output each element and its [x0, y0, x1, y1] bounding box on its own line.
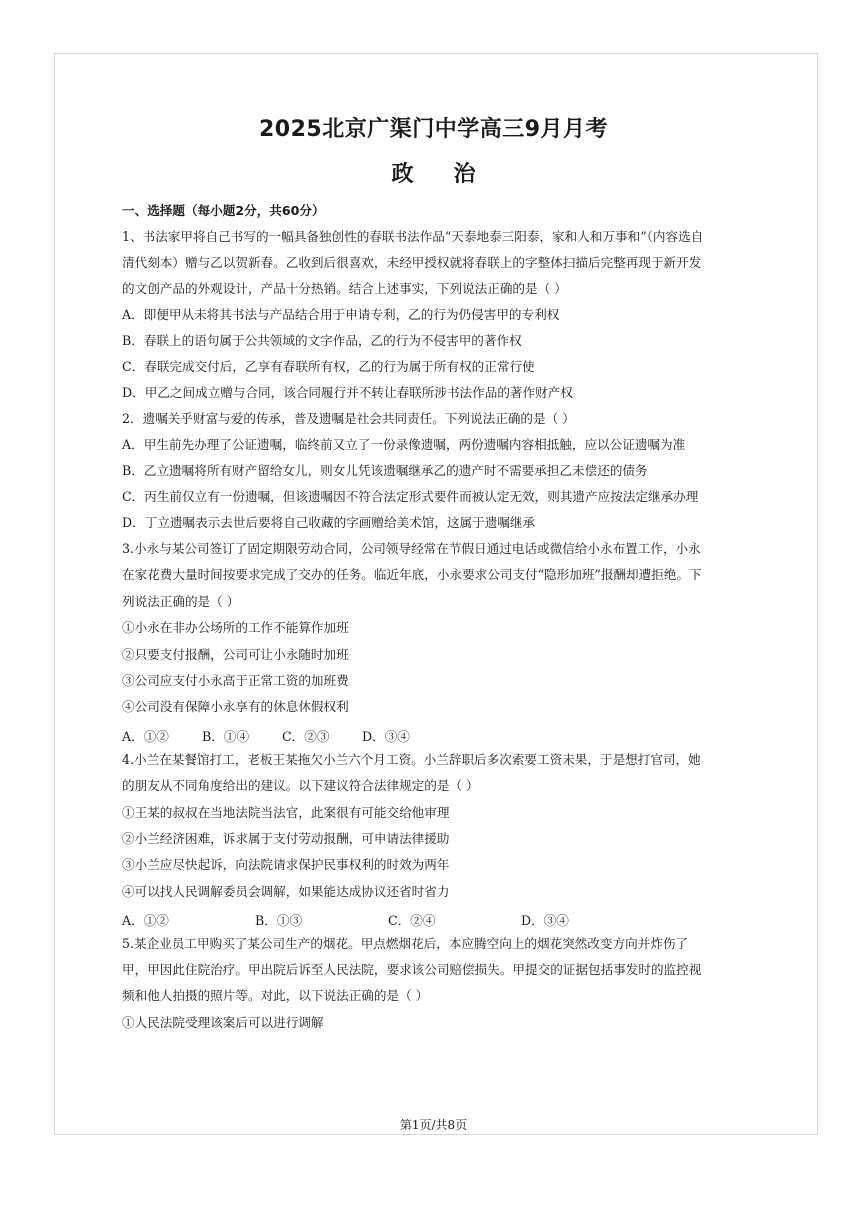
text-line: ①小永在非办公场所的工作不能算作加班: [122, 620, 349, 635]
q4-options: [122, 910, 654, 929]
option-d: D．③④: [521, 913, 569, 928]
text-line: ②只要支付报酬，公司可让小永随时加班: [122, 647, 349, 662]
text-line: 1、书法家甲将自己书写的一幅具备独创性的春联书法作品“天泰地泰三阳泰，家和人和万事和”（内容选自: [122, 229, 704, 244]
option-d: D．③④: [362, 729, 410, 744]
text-line: 频和他人拍摄的照片等。对此，以下说法正确的是（ ）: [122, 988, 429, 1003]
text-line: D．丁立遗嘱表示去世后要将自己收藏的字画赠给美术馆，这属于遗嘱继承: [122, 515, 536, 530]
section-heading: 一、选择题（每小题2分，共60分）: [122, 203, 325, 218]
text-line: 3.小永与某公司签订了固定期限劳动合同，公司领导经常在节假日通过电话或微信给小永布置工作，小永: [122, 541, 701, 556]
text-line: D．甲乙之间成立赠与合同，该合同履行并不转让春联所涉书法作品的著作财产权: [122, 385, 573, 400]
text-line: 4.小兰在某餐馆打工，老板王某拖欠小兰六个月工资。小兰辞职后多次索要工资未果，于是想打官司，她: [122, 752, 701, 767]
text-line: A．即便甲从未将其书法与产品结合用于申请专利，乙的行为仍侵害甲的专利权: [122, 307, 560, 322]
option-c: C．②④: [388, 913, 436, 928]
text-line: ③小兰应尽快起诉，向法院请求保护民事权利的时效为两年: [122, 857, 450, 872]
page-number: 第1页/共8页: [399, 1118, 468, 1132]
subject-heading: 政治: [391, 162, 516, 187]
text-line: ④公司没有保障小永享有的休息休假权利: [122, 699, 349, 714]
text-line: 的朋友从不同角度给出的建议。以下建议符合法律规定的是（ ）: [122, 778, 479, 793]
text-line: C．春联完成交付后，乙享有春联所有权，乙的行为属于所有权的正常行使: [122, 359, 535, 374]
text-line: 2．遗嘱关乎财富与爱的传承，普及遗嘱是社会共同责任。下列说法正确的是（ ）: [122, 411, 575, 426]
text-line: 5.某企业员工甲购买了某公司生产的烟花。甲点燃烟花后，本应腾空向上的烟花突然改变方向并炸伤了: [122, 936, 689, 951]
option-b: B．①③: [255, 913, 303, 928]
page-title: 2025北京广渠门中学高三9月月考: [258, 117, 609, 142]
text-line: 清代刻本）赠与乙以贺新春。乙收到后很喜欢，未经甲授权就将春联上的字整体扫描后完整再现于新开发: [122, 255, 702, 270]
text-line: 在家花费大量时间按要求完成了交办的任务。临近年底，小永要求公司支付“隐形加班”报酬却遭拒绝。下: [122, 567, 702, 582]
text-line: B．春联上的语句属于公共领域的文字作品，乙的行为不侵害甲的著作权: [122, 333, 522, 348]
text-line: 甲，甲因此住院治疗。甲出院后诉至人民法院，要求该公司赔偿损失。甲提交的证据包括事发时的监控视: [122, 962, 702, 977]
text-line: ①人民法院受理该案后可以进行调解: [122, 1015, 324, 1030]
text-line: ③公司应支付小永高于正常工资的加班费: [122, 673, 349, 688]
option-a: A．①②: [122, 913, 169, 928]
text-line: ④可以找人民调解委员会调解，如果能达成协议还省时省力: [122, 884, 450, 899]
text-line: 的文创产品的外观设计，产品十分热销。结合上述事实，下列说法正确的是（ ）: [122, 281, 567, 296]
option-a: A．①②: [122, 729, 169, 744]
text-line: C．丙生前仅立有一份遗嘱，但该遗嘱因不符合法定形式要件而被认定无效，则其遗产应按法定继承办理: [122, 489, 699, 504]
q3-options: [122, 726, 442, 745]
text-line: A．甲生前先办理了公证遗嘱，临终前又立了一份录像遗嘱，两份遗嘱内容相抵触，应以公证遗嘱为准: [122, 437, 686, 452]
option-b: B．①④: [202, 729, 250, 744]
text-line: 列说法正确的是（ ）: [122, 594, 240, 609]
text-line: B．乙立遗嘱将所有财产留给女儿，则女儿凭该遗嘱继承乙的遗产时不需要承担乙未偿还的债务: [122, 463, 648, 478]
text-line: ①王某的叔叔在当地法院当法官，此案很有可能交给他审理: [122, 805, 450, 820]
option-c: C．②③: [282, 729, 330, 744]
text-line: ②小兰经济困难，诉求属于支付劳动报酬，可申请法律援助: [122, 831, 450, 846]
